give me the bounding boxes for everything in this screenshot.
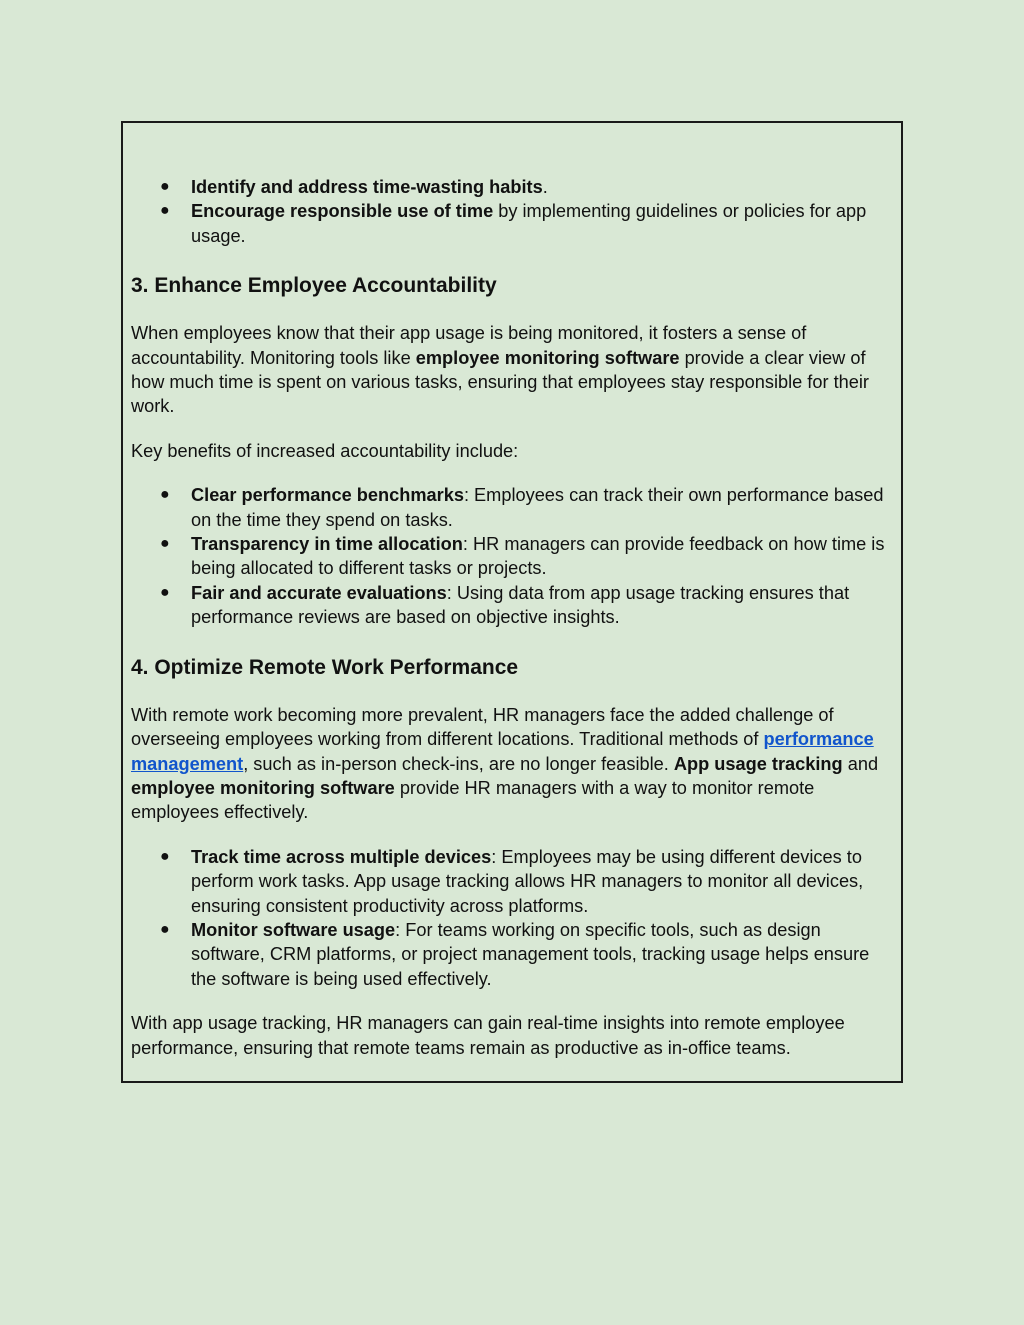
bullet-list-top	[131, 175, 895, 248]
section-4-paragraph-2: With app usage tracking, HR managers can gain real-time insights into remote employee performance, ensuring that remote teams remain as productive as in-office teams.	[131, 1013, 845, 1058]
list-item	[131, 483, 895, 532]
section-4-heading: 4. Optimize Remote Work Performance	[131, 655, 519, 679]
bullet-bold: Fair and accurate evaluations	[191, 582, 447, 603]
bullet-bold: Track time across multiple devices	[191, 846, 492, 867]
bullet-icon: ●	[160, 847, 170, 865]
section-3-heading: 3. Enhance Employee Accountability	[131, 274, 497, 298]
list-item	[131, 918, 895, 991]
bullet-text: : Employees can track their own performance based on the time they spend on tasks.	[191, 485, 884, 530]
bullet-bold: Encourage responsible use of time	[191, 201, 494, 222]
bullet-text: by implementing guidelines or policies for app usage.	[191, 201, 867, 246]
bullet-icon: ●	[160, 486, 170, 504]
bullet-bold: Monitor software usage	[191, 919, 396, 940]
bullet-icon: ●	[160, 920, 170, 938]
bullet-bold: Identify and address time-wasting habits	[191, 177, 543, 197]
bullet-text: : For teams working on specific tools, such as design software, CRM platforms, or project management tools, tracking usage helps ensure the software is being used effectively.	[191, 919, 870, 989]
bullet-text: : Using data from app usage tracking ensures that performance reviews are based on objective insights.	[191, 582, 850, 628]
accountability-bullet-list	[131, 483, 895, 629]
bullet-bold: Clear performance benchmarks	[191, 485, 464, 506]
bullet-icon: ●	[160, 178, 170, 195]
bullet-text: : HR managers can provide feedback on how time is being allocated to different tasks or projects.	[191, 534, 885, 579]
document-frame	[121, 121, 903, 1083]
bullet-icon: ●	[160, 583, 170, 601]
list-item	[131, 199, 895, 248]
bullet-bold: Transparency in time allocation	[191, 534, 463, 555]
bullet-icon: ●	[160, 202, 170, 220]
document-content	[131, 175, 895, 1060]
list-item	[131, 845, 895, 918]
remote-work-bullet-list	[131, 845, 895, 991]
list-item	[131, 532, 895, 581]
bullet-icon: ●	[160, 535, 170, 553]
section-3-paragraph-1: When employees know that their app usage is being monitored, it fosters a sense of accountability. Monitoring tools like employee monitoring software provide a clear view of how much time is spent on various tasks, ensuring that employees stay responsible for their work.	[131, 323, 869, 417]
bullet-text: .	[542, 177, 548, 197]
list-item	[131, 175, 895, 199]
list-item	[131, 581, 895, 630]
section-3-paragraph-2: Key benefits of increased accountability include:	[131, 440, 519, 461]
section-4-paragraph-1: With remote work becoming more prevalent, HR managers face the added challenge of overseeing employees working from different locations. Traditional methods of performance management, such as in-person check-ins, are no longer feasible. App usage tracking and employee monitoring software provide HR managers with a way to monitor remote employees effectively.	[131, 704, 879, 823]
performance-management-link[interactable]: performance management	[131, 729, 874, 774]
bullet-text: : Employees may be using different devices to perform work tasks. App usage tracking allows HR managers to monitor all devices, ensuring consistent productivity across platforms.	[191, 846, 864, 916]
